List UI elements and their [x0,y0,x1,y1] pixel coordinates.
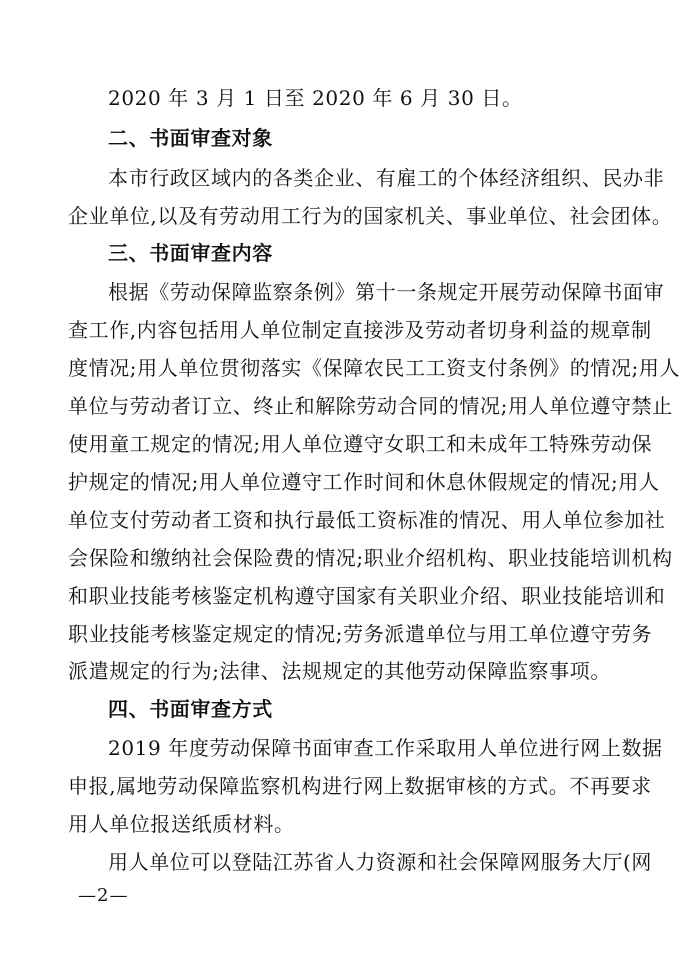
paragraph-line: 护规定的情况;用人单位遵守工作时间和休息休假规定的情况;用人 [68,470,660,494]
paragraph-line: 单位支付劳动者工资和执行最低工资标准的情况、用人单位参加社 [68,508,666,532]
page-number: —2— [78,885,129,906]
paragraph-line: 用人单位报送纸质材料。 [68,812,295,836]
paragraph-line: 申报,属地劳动保障监察机构进行网上数据审核的方式。不再要求 [68,774,652,798]
section-heading-review-method: 四、书面审查方式 [108,697,273,721]
paragraph-line: 根据《劳动保障监察条例》第十一条规定开展劳动保障书面审 [108,280,665,304]
paragraph-line: 企业单位,以及有劳动用工行为的国家机关、事业单位、社会团体。 [68,204,673,228]
paragraph-line: 本市行政区域内的各类企业、有雇工的个体经济组织、民办非 [108,166,665,190]
paragraph-line: 会保险和缴纳社会保险费的情况;职业介绍机构、职业技能培训机构 [68,546,673,570]
paragraph-line: 和职业技能考核鉴定机构遵守国家有关职业介绍、职业技能培训和 [68,584,666,608]
paragraph-line: 单位与劳动者订立、终止和解除劳动合同的情况;用人单位遵守禁止 [68,394,673,418]
paragraph-line: 职业技能考核鉴定规定的情况;劳务派遣单位与用工单位遵守劳务 [68,622,653,646]
paragraph-line: 使用童工规定的情况;用人单位遵守女职工和未成年工特殊劳动保 [68,432,653,456]
section-heading-review-targets: 二、书面审查对象 [108,126,273,150]
date-range-line: 2020 年 3 月 1 日至 2020 年 6 月 30 日。 [108,86,523,110]
paragraph-line: 度情况;用人单位贯彻落实《保障农民工工资支付条例》的情况;用人 [68,356,681,380]
paragraph-line: 2019 年度劳动保障书面审查工作采取用人单位进行网上数据 [108,736,663,760]
paragraph-line: 用人单位可以登陆江苏省人力资源和社会保障网服务大厅(网 [108,850,653,874]
paragraph-line: 查工作,内容包括用人单位制定直接涉及劳动者切身利益的规章制 [68,318,652,342]
section-heading-review-content: 三、书面审查内容 [108,241,273,265]
paragraph-line: 派遣规定的行为;法律、法规规定的其他劳动保障监察事项。 [68,659,611,683]
